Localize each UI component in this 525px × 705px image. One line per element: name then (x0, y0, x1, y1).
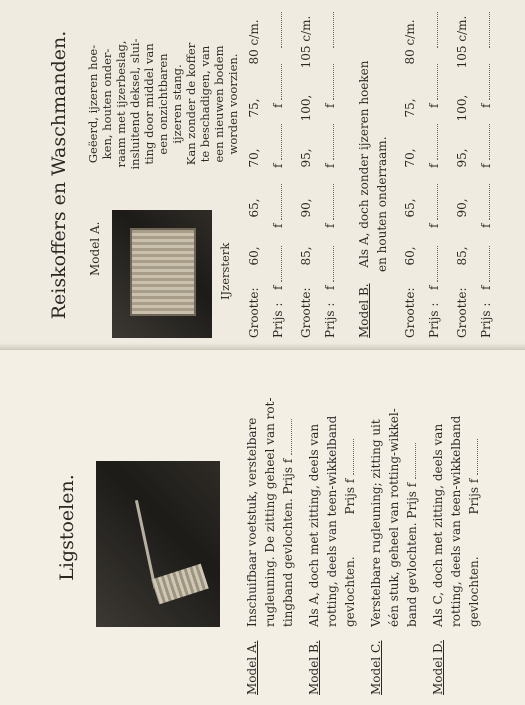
page-reiskoffers (0, 0, 525, 350)
page-title: Reiskoffers en Waschmanden. (48, 30, 70, 320)
model-text: gevlochten. Prijs f (343, 478, 357, 627)
size-value: 60, (247, 246, 261, 266)
price-label: Prijs : (323, 302, 337, 338)
price-f: f (479, 103, 493, 108)
price-f: f (427, 223, 441, 228)
size-row (298, 8, 314, 338)
desc-line: een nieuwen bodem (212, 45, 226, 163)
size-label: Grootte: (247, 287, 261, 338)
price-row (322, 8, 338, 338)
model-a-description (86, 8, 240, 200)
desc-line: Kan zonder de koffer (184, 42, 198, 166)
size-value: 75, (403, 98, 417, 118)
model-text: één stuk, geheel van rotting-wikkel- (387, 408, 401, 627)
size-value: 100, (299, 94, 313, 122)
trunk-photo (112, 210, 212, 338)
desc-line: te beschadigen, van (198, 45, 212, 163)
price-f: f (323, 285, 337, 290)
desc-line: worden voorzien. (226, 53, 240, 155)
price-f: f (479, 285, 493, 290)
price-label: Prijs : (479, 302, 493, 338)
model-label: Model C. (369, 640, 383, 695)
size-value: 90, (455, 198, 469, 218)
model-b-row (356, 8, 372, 338)
size-row (402, 8, 418, 338)
size-row (246, 8, 262, 338)
size-value: 65, (247, 198, 261, 218)
size-value: 80 c/m. (247, 19, 261, 65)
trunk-caption: IJzersterk (218, 242, 232, 300)
model-text: rotting, deels van teen-wikkelband (449, 415, 463, 627)
price-row (426, 8, 442, 338)
size-value: 85, (299, 246, 313, 266)
trunk-shape (130, 228, 196, 316)
model-text: rugleuning. De zitting geheel van rot- (263, 397, 277, 627)
model-a-label: Model A. (88, 221, 102, 276)
model-text: Inschuifbaar voetstuk, verstelbare (245, 417, 259, 627)
size-value: 80 c/m. (403, 19, 417, 65)
model-b-text: Als A, doch zonder ijzeren hoeken (357, 60, 371, 268)
page-title: Ligstoelen. (56, 474, 78, 581)
model-text: gevlochten. Prijs f (467, 478, 481, 627)
desc-line: Geëerd, ijzeren hoe- (86, 44, 100, 164)
price-label: Prijs : (427, 302, 441, 338)
desc-line: een onzichtbaren (156, 53, 170, 155)
size-value: 65, (403, 198, 417, 218)
size-value: 105 c/m. (299, 15, 313, 69)
model-text: band gevlochten. Prijs f (405, 482, 419, 627)
price-f: f (427, 103, 441, 108)
size-value: 100, (455, 94, 469, 122)
price-f: f (427, 163, 441, 168)
price-f: f (271, 285, 285, 290)
size-value: 105 c/m. (455, 15, 469, 69)
size-value: 95, (299, 148, 313, 168)
model-label: Model A. (245, 640, 259, 695)
price-f: f (323, 103, 337, 108)
desc-line: ken, houten onder- (100, 48, 114, 160)
price-row (270, 8, 286, 338)
size-value: 90, (299, 198, 313, 218)
size-value: 60, (403, 246, 417, 266)
model-b-text-2: en houten onderraam. (375, 136, 389, 272)
desc-line: ting door middel van (142, 43, 156, 165)
model-b-label: Model B. (357, 283, 371, 338)
model-text: tingband gevlochten. Prijs f (281, 458, 295, 627)
desc-line: insluitend deksel, slui- (128, 38, 142, 170)
size-row (454, 8, 470, 338)
price-label: Prijs : (271, 302, 285, 338)
page-ligstoelen (0, 350, 525, 705)
model-text: Als C, doch met zitting, deels van (431, 423, 445, 627)
price-f: f (479, 223, 493, 228)
size-value: 70, (403, 148, 417, 168)
model-text: Als A, doch met zitting, deels van (307, 423, 321, 627)
price-row (478, 8, 494, 338)
size-label: Grootte: (455, 287, 469, 338)
size-value: 95, (455, 148, 469, 168)
price-f: f (323, 163, 337, 168)
size-value: 70, (247, 148, 261, 168)
size-label: Grootte: (299, 287, 313, 338)
model-label: Model D. (431, 640, 445, 695)
model-label: Model B. (307, 640, 321, 695)
price-f: f (271, 103, 285, 108)
price-f: f (271, 163, 285, 168)
model-text: rotting, deels van teen-wikkelband (325, 415, 339, 627)
size-label: Grootte: (403, 287, 417, 338)
ligstoel-photo (96, 461, 220, 627)
price-f: f (271, 223, 285, 228)
price-f: f (427, 285, 441, 290)
desc-line: raam met ijzerbeslag, (114, 40, 128, 168)
price-f: f (479, 163, 493, 168)
price-f: f (323, 223, 337, 228)
model-text: Verstelbare rugleuning; zitting uit (369, 419, 383, 627)
size-value: 75, (247, 98, 261, 118)
desc-line: ijzeren stang. (170, 64, 184, 144)
size-value: 85, (455, 246, 469, 266)
